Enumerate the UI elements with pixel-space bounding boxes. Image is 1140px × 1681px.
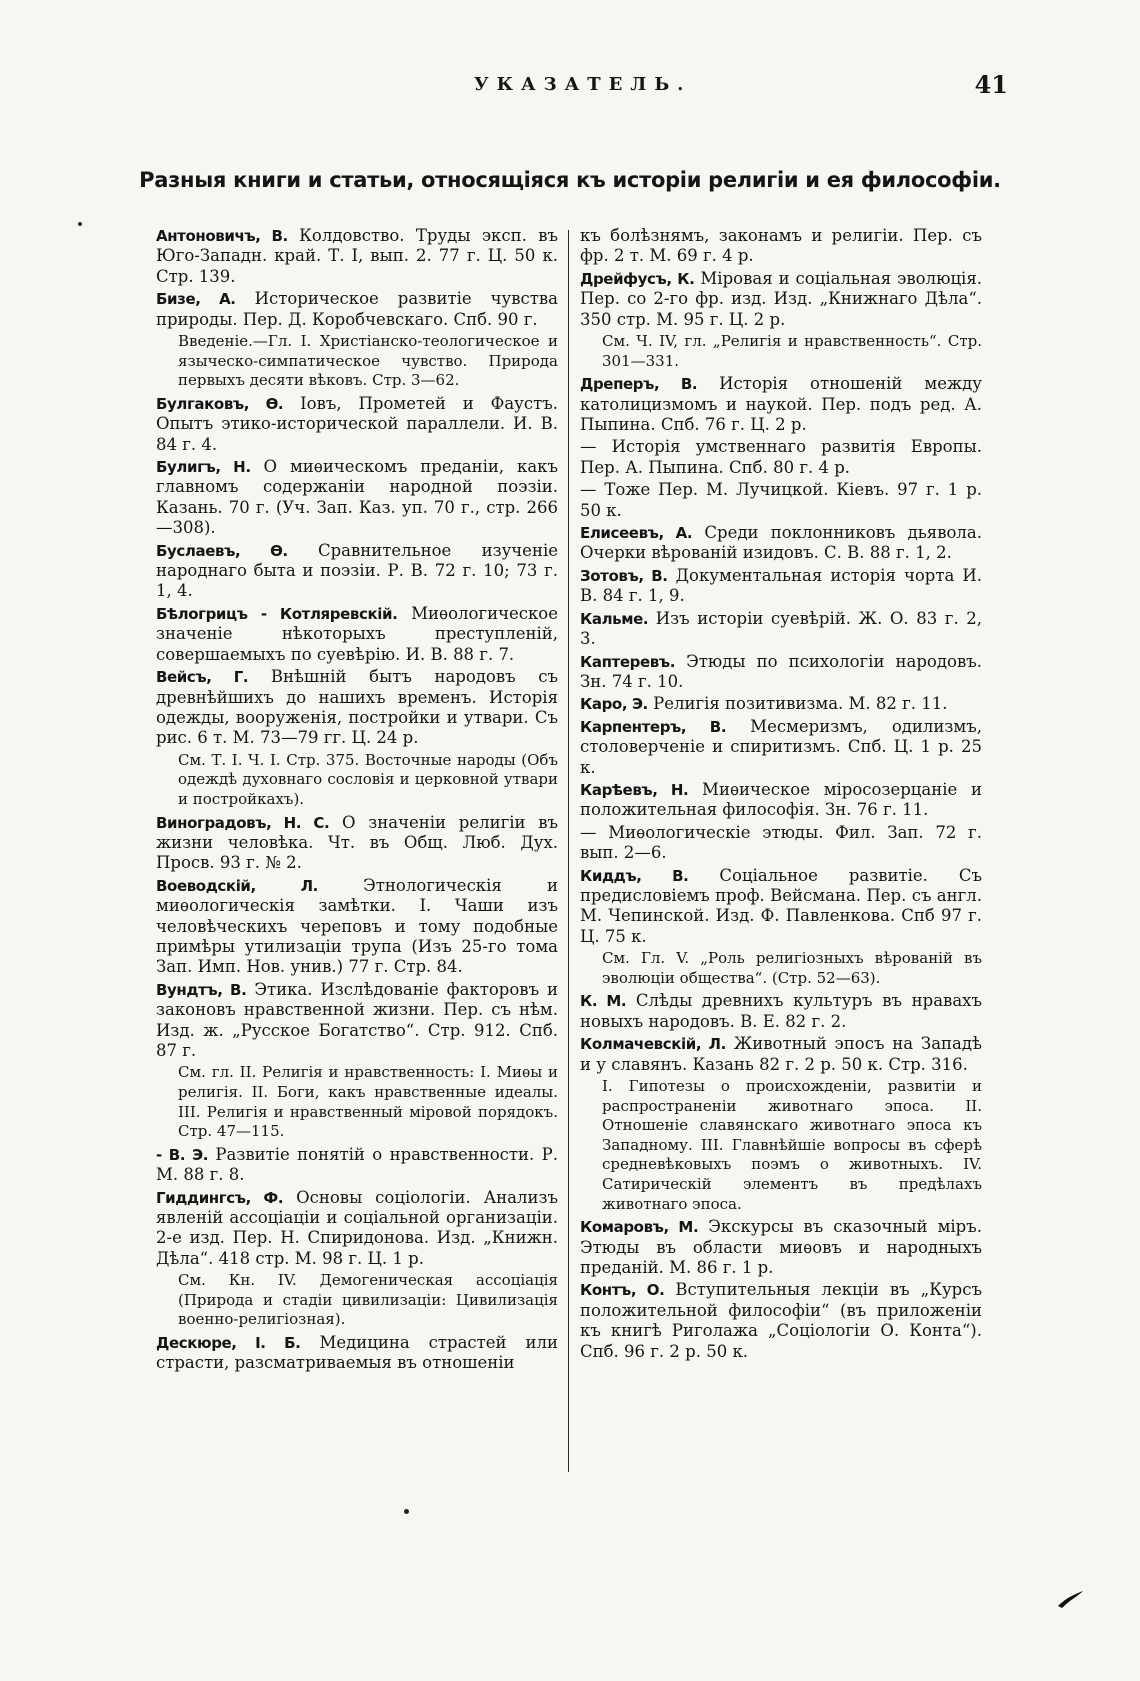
- entry-text: Міровая и соціальная эволюція. Пер. со 2-го фр. изд. Изд. „Книжнаго Дѣла“. 350 стр. М. 95 г. Ц. 2 р.: [580, 268, 982, 329]
- entry-text: Экскурсы въ сказочный міръ. Этюды въ области миѳовъ и народныхъ преданій. М. 86 г. 1 р.: [580, 1217, 982, 1277]
- entry-author: Каптеревъ.: [580, 652, 675, 671]
- bibliography-entry: [156, 289, 558, 330]
- bibliography-entry: [156, 1188, 558, 1270]
- bibliography-entry: [580, 652, 982, 693]
- page-number: 41: [974, 70, 1008, 99]
- entry-author: Киддъ, В.: [580, 866, 689, 885]
- entry-text: Миѳологическое значеніе нѣкоторыхъ преступленій, совершаемыхъ по суевѣрію. И. В. 88 г. 7.: [156, 603, 558, 664]
- entry-author: Антоновичъ, В.: [156, 227, 288, 245]
- right-column: [580, 226, 982, 1364]
- bibliography-entry: [580, 437, 982, 478]
- entry-author: К. М.: [580, 992, 627, 1011]
- entry-author: Елисеевъ, А.: [580, 524, 693, 543]
- entry-note: См. Гл. V. „Роль религіозныхъ вѣрованій въ эволюціи общества“. (Стр. 52—63).: [602, 949, 982, 987]
- entry-text: Развитіе понятій о нравственности. Р. М. 88 г. 8.: [156, 1144, 558, 1185]
- bibliography-entry: [580, 991, 982, 1032]
- bibliography-entry: [580, 480, 982, 521]
- entry-author: Комаровъ, М.: [580, 1218, 699, 1237]
- bibliography-entry: [580, 374, 982, 435]
- bibliography-entry: [156, 604, 558, 665]
- entry-note: См. Ч. IV, гл. „Религія и нравственность“. Стр. 301—331.: [602, 332, 982, 370]
- entry-text: Сравнительное изученіе народнаго быта и поэзіи. Р. В. 72 г. 10; 73 г. 1, 4.: [156, 540, 558, 601]
- entry-text: Этика. Изслѣдованіе факторовъ и законовъ нравственной жизни. Пер. съ нѣм. Изд. ж. „Русское Богатство“. Стр. 912. Спб. 87 г.: [156, 979, 558, 1060]
- entry-text: Этнологическія и миѳологическія замѣтки. I. Чаши изъ человѣческихъ череповъ и тому подобные примѣры утилизаціи трупа (Изъ 25-го тома Зап. Имп. Нов. унив.) 77 г. Стр. 84.: [156, 875, 558, 977]
- entry-author: Булигъ, Н.: [156, 458, 251, 477]
- bibliography-entry: [156, 667, 558, 749]
- ink-mark: [1056, 1588, 1086, 1610]
- entry-text: Соціальное развитіе. Съ предисловіемъ проф. Вейсмана. Пер. съ англ. М. Чепинской. Изд. Ф. Павленкова. Спб 97 г. Ц. 75 к.: [580, 865, 982, 946]
- bibliography-entry: [156, 813, 558, 874]
- entry-author: Вейсъ, Г.: [156, 668, 249, 687]
- bibliography-entry: [156, 394, 558, 455]
- entry-text: Животный эпосъ на Западѣ и у славянъ. Казань 82 г. 2 р. 50 к. Стр. 316.: [580, 1034, 982, 1074]
- entry-note: См. Т. I. Ч. I. Стр. 375. Восточные народы (Объ одеждѣ духовнаго сословія и церковной утвари и постройкахъ).: [178, 750, 558, 808]
- entry-text: Іовъ, Прометей и Фаустъ. Опытъ этико-исторической параллели. И. В. 84 г. 4.: [156, 393, 558, 454]
- entry-author: Каро, Э.: [580, 695, 648, 714]
- entry-text: — Исторія умственнаго развитія Европы. Пер. А. Пыпина. Спб. 80 г. 4 р.: [580, 437, 982, 477]
- entry-text: Религія позитивизма. М. 82 г. 11.: [647, 694, 948, 714]
- entry-author: Бѣлогрицъ - Котляревскій.: [156, 604, 398, 623]
- bibliography-entry: [580, 1280, 982, 1362]
- entry-text: Документальная исторія чорта И. В. 84 г. 1, 9.: [580, 565, 983, 606]
- bibliography-entry: [156, 1145, 558, 1186]
- entry-author: Дрейфусъ, К.: [580, 269, 695, 288]
- entry-author: Карѣевъ, Н.: [580, 780, 689, 799]
- bibliography-entry: [156, 226, 558, 287]
- entry-author: Воеводскій, Л.: [156, 876, 318, 895]
- entry-author: Зотовъ, В.: [580, 566, 668, 585]
- speck-dot: [404, 1509, 409, 1514]
- entry-author: Буслаевъ, Ѳ.: [156, 541, 288, 560]
- entry-text: Исторія отношеній между католицизмомъ и наукой. Пер. подъ ред. А. Пыпина. Спб. 76 г. Ц. 2 р.: [580, 374, 982, 435]
- entry-text: Медицина страстей или страсти, разсматриваемыя въ отношеніи: [156, 1332, 558, 1373]
- entry-author: Вундтъ, В.: [156, 980, 247, 999]
- entry-text: О значеніи религіи въ жизни человѣка. Чт. въ Общ. Люб. Дух. Просв. 93 г. № 2.: [156, 812, 558, 873]
- bibliography-entry: [580, 1217, 982, 1278]
- entry-author: Контъ, О.: [580, 1281, 665, 1300]
- entry-author: Кальме.: [580, 609, 649, 628]
- bibliography-entry: [580, 609, 982, 650]
- entry-text: Колдовство. Труды эксп. въ Юго-Западн. край. Т. I, вып. 2. 77 г. Ц. 50 к. Стр. 139.: [156, 226, 558, 286]
- entry-author: Дескюре, І. Б.: [156, 1333, 301, 1352]
- bibliography-entry: [156, 980, 558, 1062]
- entry-author: - В. Э.: [156, 1145, 208, 1164]
- bibliography-entry: [580, 523, 982, 564]
- bibliography-entry: [156, 1333, 558, 1374]
- entry-note: См. Кн. IV. Демогеническая ассоціація (Природа и стадіи цивилизаціи: Цивилизація военно-религіозная).: [178, 1271, 558, 1329]
- column-divider: [568, 230, 569, 1472]
- speck-dot: [78, 222, 82, 226]
- entry-author: Виноградовъ, Н. С.: [156, 813, 330, 832]
- entry-text: Слѣды древнихъ культуръ въ нравахъ новыхъ народовъ. В. Е. 82 г. 2.: [580, 991, 982, 1031]
- entry-text: Миѳическое міросозерцаніе и положительная философія. Зн. 76 г. 11.: [580, 779, 982, 820]
- entry-text: О миѳическомъ преданіи, какъ главномъ содержаніи народной поэзіи. Казань. 70 г. (Уч. Зап. Каз. уп. 70 г., стр. 266—308).: [156, 457, 558, 538]
- running-title: УКАЗАТЕЛЬ.: [474, 74, 692, 95]
- bibliography-entry: [580, 866, 982, 948]
- bibliography-entry: [580, 694, 982, 714]
- entry-note: Введеніе.—Гл. I. Христіанско-теологическое и языческо-симпатическое чувство. Природа первыхъ десяти вѣковъ. Стр. 3—62.: [178, 332, 558, 390]
- bibliography-entry: [580, 1034, 982, 1075]
- entry-note: См. гл. II. Религія и нравственность: I. Миѳы и религія. II. Боги, какъ нравственные идеалы. III. Религія и нравственный міровой порядокъ. Стр. 47—115.: [178, 1063, 558, 1141]
- section-title: Разныя книги и статьи, относящіяся къ исторіи религіи и ея философіи.: [139, 168, 1001, 192]
- page-header: [0, 70, 1140, 100]
- entry-text: Месмеризмъ, одилизмъ, столоверченіе и спиритизмъ. Спб. Ц. 1 р. 25 к.: [580, 716, 982, 777]
- entry-text: — Тоже Пер. М. Лучицкой. Кіевъ. 97 г. 1 р. 50 к.: [580, 480, 982, 520]
- entry-text: къ болѣзнямъ, законамъ и религіи. Пер. съ фр. 2 т. М. 69 г. 4 р.: [580, 226, 982, 266]
- entry-text: Историческое развитіе чувства природы. Пер. Д. Коробчевскаго. Спб. 90 г.: [156, 289, 558, 329]
- bibliography-entry: [580, 226, 982, 267]
- entry-text: Основы соціологіи. Анализъ явленій ассоціаціи и соціальной организаціи. 2-е изд. Пер. Н. Спиридонова. Изд. „Книжн. Дѣла“. 418 стр. М. 98 г. Ц. 1 р.: [156, 1187, 558, 1268]
- bibliography-entry: [580, 823, 982, 864]
- bibliography-entry: [580, 717, 982, 778]
- entry-text: Среди поклонниковъ дьявола. Очерки вѣрованій изидовъ. С. В. 88 г. 1, 2.: [580, 523, 982, 563]
- entry-text: Внѣшній бытъ народовъ съ древнѣйшихъ до нашихъ временъ. Исторія одежды, вооруженія, постройки и утвари. Съ рис. 6 т. М. 73—79 гг. Ц. 24 р.: [156, 667, 559, 748]
- entry-author: Булгаковъ, Ѳ.: [156, 394, 284, 413]
- bibliography-entry: [156, 876, 558, 978]
- entry-author: Колмачевскій, Л.: [580, 1035, 726, 1054]
- entry-author: Дреперъ, В.: [580, 375, 698, 394]
- entry-text: Этюды по психологіи народовъ. Зн. 74 г. 10.: [580, 651, 982, 691]
- bibliography-entry: [580, 269, 982, 330]
- entry-author: Гиддингсъ, Ф.: [156, 1188, 284, 1207]
- left-column: [156, 226, 558, 1376]
- entry-author: Карпентеръ, В.: [580, 717, 727, 736]
- bibliography-entry: [580, 566, 982, 607]
- entry-text: Изъ исторіи суевѣрій. Ж. О. 83 г. 2, 3.: [580, 608, 982, 649]
- entry-note: I. Гипотезы о происхожденіи, развитіи и распространеніи животнаго эпоса. II. Отношеніе славянскаго животнаго эпоса къ Западному. III. Главнѣйшіе вопросы въ сферѣ средневѣковыхъ поэмъ о животныхъ. IV. Сатирическій элементъ въ предѣлахъ животнаго эпоса.: [602, 1077, 982, 1213]
- bibliography-entry: [156, 541, 558, 602]
- entry-author: Бизе, А.: [156, 290, 236, 309]
- entry-text: — Миѳологическіе этюды. Фил. Зап. 72 г. вып. 2—6.: [580, 822, 982, 863]
- bibliography-entry: [156, 457, 558, 539]
- entry-text: Вступительныя лекціи въ „Курсъ положительной философіи“ (въ приложеніи къ книгѣ Риголажа „Соціологіи О. Конта“). Спб. 96 г. 2 р. 50 к.: [580, 1280, 982, 1361]
- bibliography-entry: [580, 780, 982, 821]
